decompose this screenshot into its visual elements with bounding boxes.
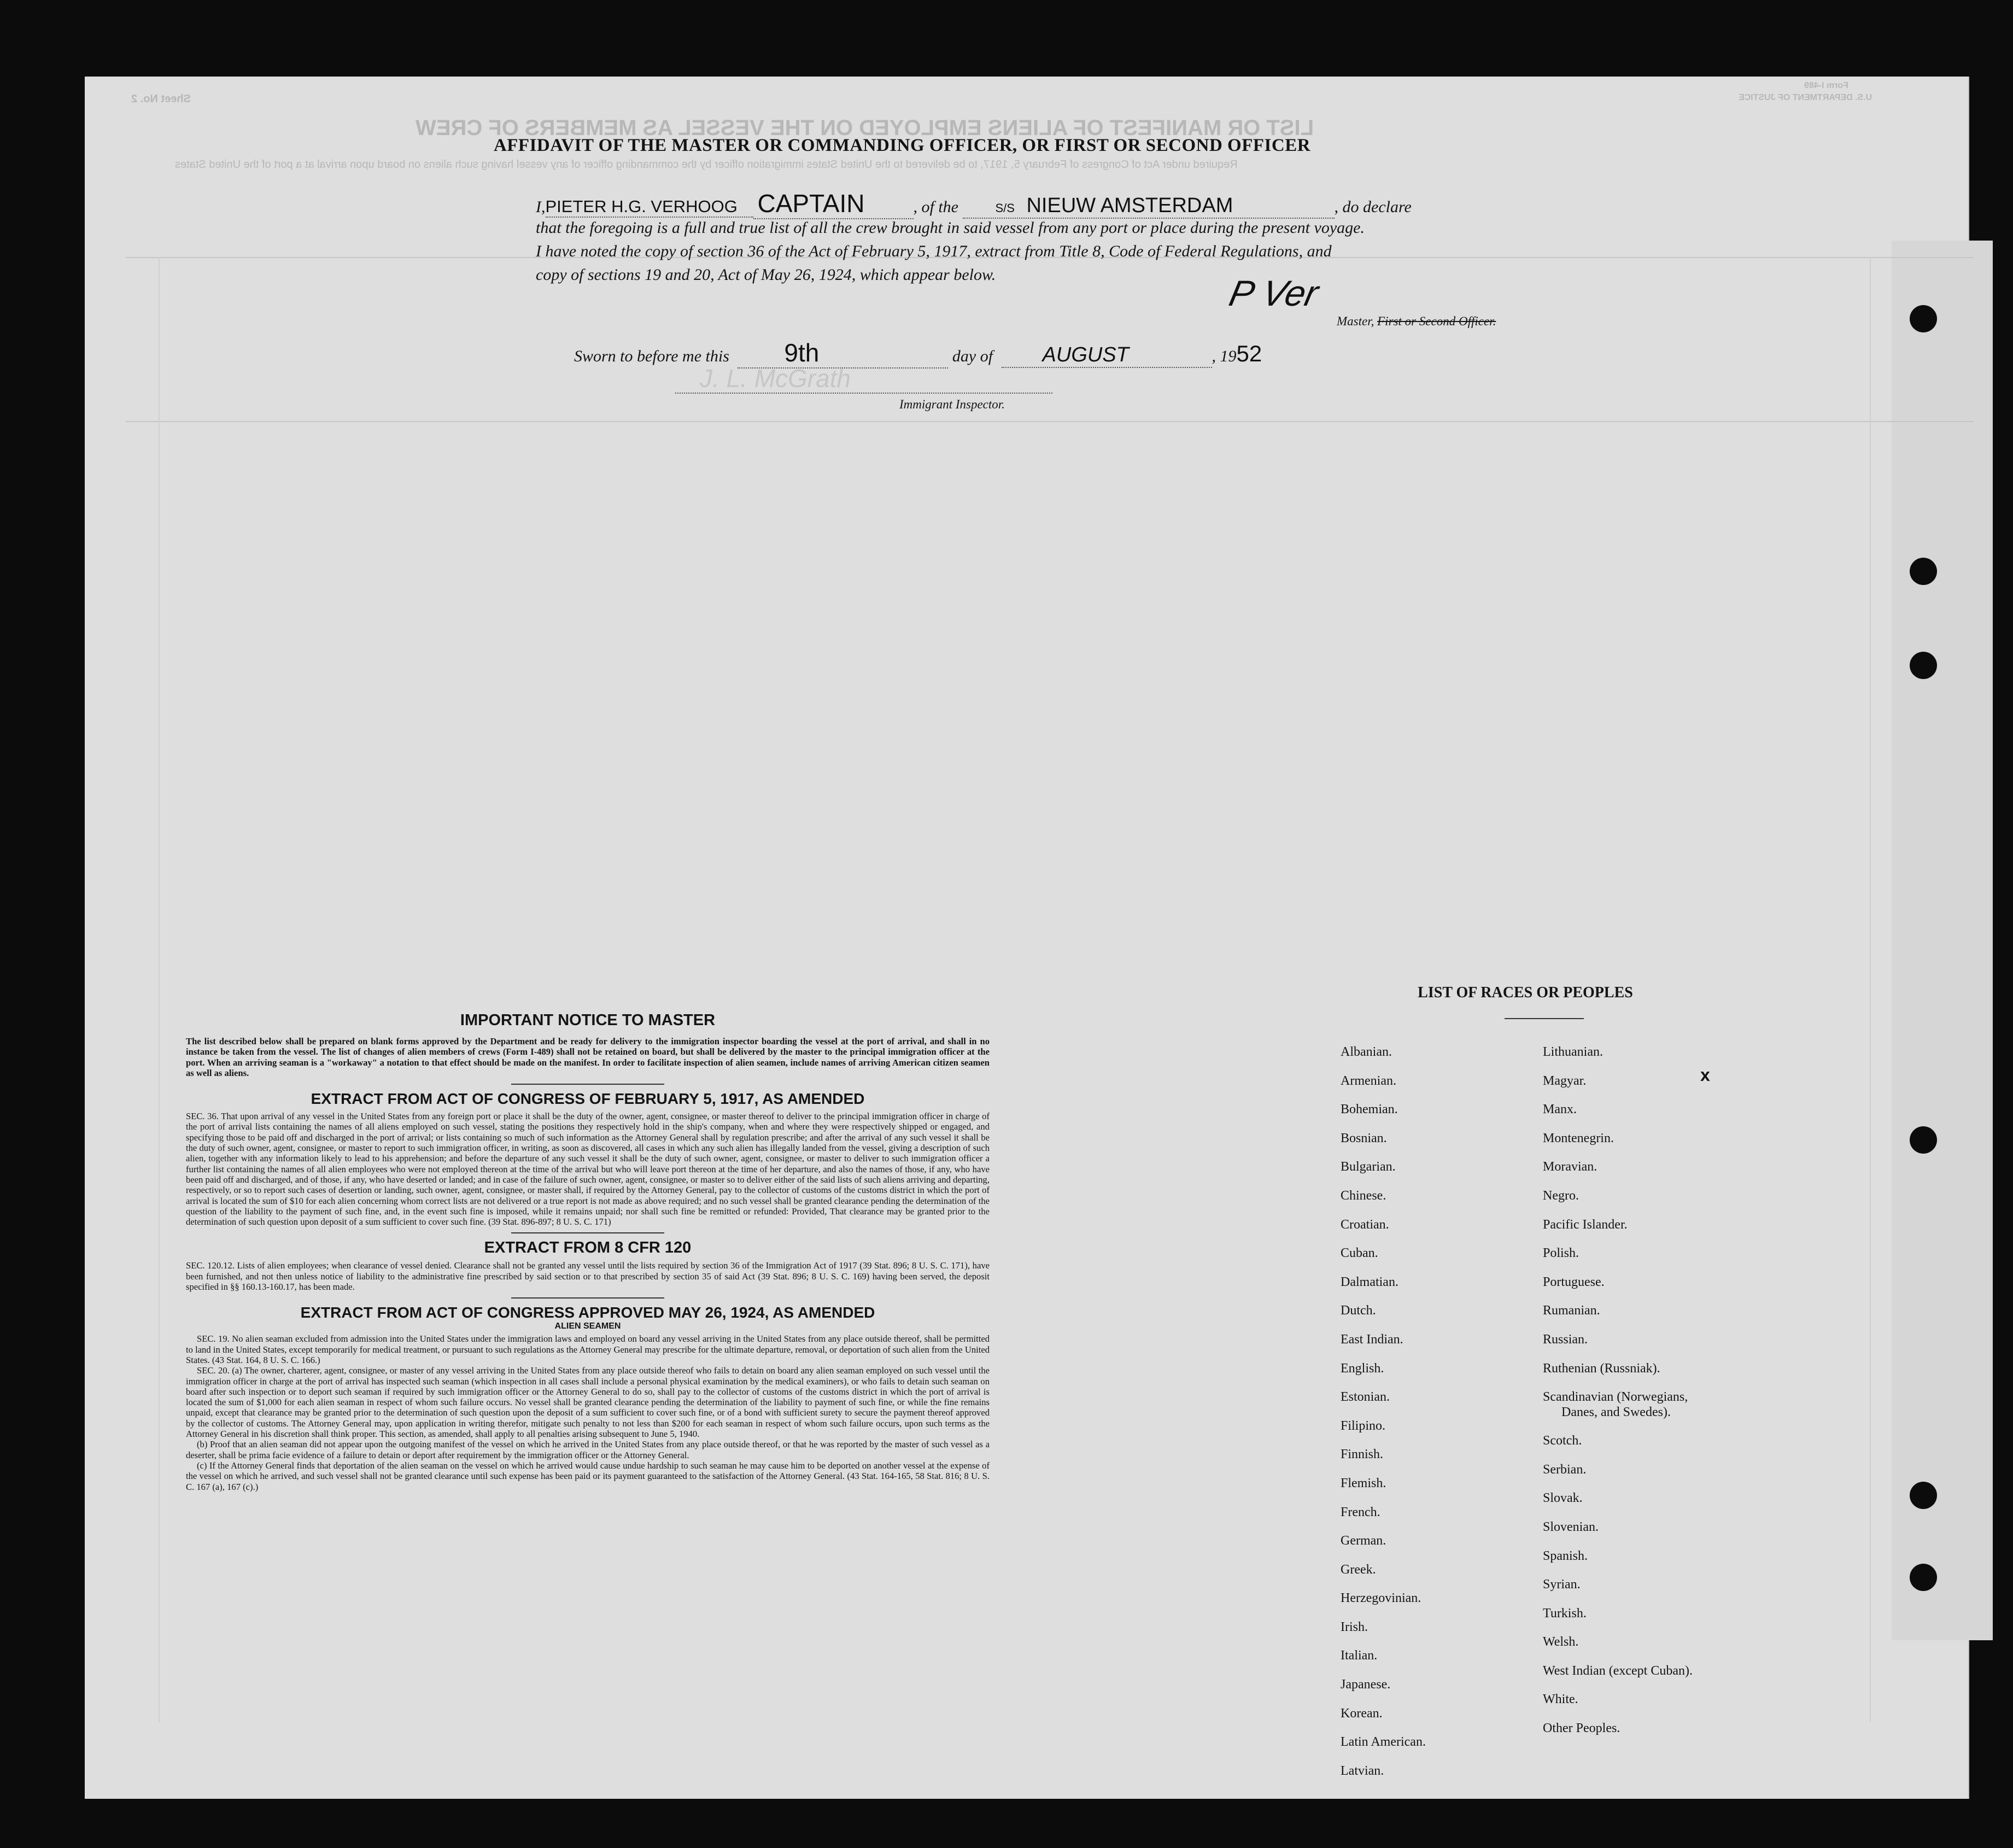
race-item: Polish. — [1543, 1246, 1579, 1261]
race-item: Herzegovinian. — [1341, 1591, 1421, 1606]
ghost-manifest-subtitle: Required under Act of Congress of February 5, 1917, to be delivered to the United States immigration officer by the commanding officer of any vessel having such aliens on board upon arrival at a port of the United States — [175, 159, 1238, 171]
race-item: Syrian. — [1543, 1577, 1581, 1592]
race-item: Danes, and Swedes). — [1561, 1405, 1671, 1420]
race-item: Turkish. — [1543, 1606, 1587, 1621]
affidavit-title: AFFIDAVIT OF THE MASTER OR COMMANDING OFFICER, OR FIRST OR SECOND OFFICER — [493, 136, 1311, 155]
race-item: Flemish. — [1341, 1476, 1386, 1490]
grid-line — [159, 257, 160, 1722]
race-item: Estonian. — [1341, 1390, 1390, 1405]
master-label-line — [1337, 314, 1496, 329]
race-item: Ruthenian (Russniak). — [1543, 1361, 1660, 1376]
vessel-name: NIEUW AMSTERDAM — [1026, 194, 1233, 217]
race-item: Serbian. — [1543, 1462, 1587, 1477]
binder-hole — [1910, 1482, 1937, 1509]
race-item: Greek. — [1341, 1562, 1376, 1577]
race-item: Finnish. — [1341, 1447, 1384, 1462]
race-item: Latvian. — [1341, 1763, 1384, 1778]
race-check-mark: x — [1700, 1065, 1710, 1085]
day-of-label: day of — [952, 347, 993, 365]
notice-block — [186, 1011, 990, 1492]
month-value: AUGUST — [1042, 343, 1129, 366]
extract-cfr-title: EXTRACT FROM 8 CFR 120 — [484, 1239, 692, 1257]
extract-1917-title: EXTRACT FROM ACT OF CONGRESS OF FEBRUARY 5, 1917, AS AMENDED — [311, 1090, 865, 1108]
ghost-form-agency: U.S. DEPARTMENT OF JUSTICE — [1739, 93, 1872, 102]
race-item: Albanian. — [1341, 1045, 1392, 1059]
section-divider — [511, 1297, 664, 1299]
do-declare-label: , do declare — [1334, 198, 1412, 216]
notice-text: The list described below shall be prepared on blank forms approved by the Department and be ready for delivery to the immigration inspector boarding the vessel at the port of arrival, and shall in no instance be taken from the vessel. The list of changes of alien members of crews (Form I-489) shall not be retained on board, but shall be delivered by the master to the principal immigration officer at the port. When an arriving seaman is a "workaway" a notation to that effect should be made on the manifest. In order to facilitate inspection of alien seamen, include names of arriving American citizen seamen as well as aliens. — [186, 1036, 990, 1078]
race-item: Manx. — [1543, 1102, 1577, 1117]
races-left-column — [1341, 1038, 1426, 1785]
race-item: Filipino. — [1341, 1418, 1386, 1433]
race-item: Korean. — [1341, 1706, 1383, 1721]
race-item: Irish. — [1341, 1619, 1368, 1634]
race-item: Croatian. — [1341, 1217, 1389, 1232]
binder-hole — [1910, 652, 1937, 679]
race-item: Chinese. — [1341, 1188, 1386, 1203]
inspector-label: Immigrant Inspector. — [899, 397, 1005, 411]
race-item: Armenian. — [1341, 1073, 1396, 1088]
notice-title: IMPORTANT NOTICE TO MASTER — [460, 1011, 716, 1029]
race-item: Scandinavian (Norwegians, — [1543, 1390, 1688, 1405]
binder-hole — [1910, 558, 1937, 585]
race-item: Japanese. — [1341, 1677, 1391, 1692]
back-page-strip — [1892, 241, 1993, 1640]
binder-hole — [1910, 1564, 1937, 1591]
extract-cfr-text: SEC. 120.12. Lists of alien employees; when clearance of vessel denied. Clearance shall not be granted any vessel until the lists required by section 36 of the Immigration Act of 1917 (39 Stat. 896; 8 U. S. C. 171), have been furnished, and not then unless notice of liability to the administrative fine prescribed by said section or to that prescribed by section 35 of said Act (39 Stat. 896; 8 U. S. C. 169) having been served, the deposit specified in §§ 160.13-160.17, has been made. — [186, 1260, 990, 1293]
race-item: Other Peoples. — [1543, 1721, 1620, 1736]
section-divider — [511, 1084, 664, 1085]
race-item: Rumanian. — [1543, 1303, 1600, 1318]
master-name: PIETER H.G. VERHOOG — [546, 197, 753, 218]
i-label: I, — [536, 198, 546, 216]
vessel-prefix: S/S — [995, 201, 1015, 215]
of-the-label: , of the — [913, 198, 958, 216]
races-title-rule — [1505, 1018, 1584, 1019]
race-item: Cuban. — [1341, 1246, 1378, 1261]
ghost-form-no: Form I-489 — [1804, 81, 1848, 90]
year-prefix: , 19 — [1212, 347, 1237, 365]
month-field — [1002, 343, 1212, 368]
race-item: Portuguese. — [1543, 1274, 1605, 1289]
master-signature: P Ver — [1226, 273, 1323, 313]
master-label: Master, — [1337, 314, 1374, 328]
race-item: Scotch. — [1543, 1434, 1582, 1448]
sec-20c-text: (c) If the Attorney General finds that deportation of the alien seaman on the vessel on which he arrived would cause undue hardship to such seaman he may cause him to be deported on another vessel at the expense of the vessel on which he arrived, and such vessel shall not be granted clearance until such expense has been paid or its payment guaranteed to the satisfaction of the Attorney General. (43 Stat. 164-165, 58 Stat. 816; 8 U. S. C. 167 (a), 167 (c).) — [186, 1460, 990, 1492]
race-item: White. — [1543, 1692, 1578, 1707]
race-item: Pacific Islander. — [1543, 1217, 1628, 1232]
ghost-sheet-no: Sheet No. 2 — [131, 93, 191, 105]
rank: CAPTAIN — [753, 189, 914, 219]
race-item: Negro. — [1543, 1188, 1579, 1203]
sec-19-text: SEC. 19. No alien seaman excluded from admission into the United States under the immigration laws and employed on board any vessel arriving in the United States from any place outside thereof, shall be permitted to land in the United States, except temporarily for medical treatment, or pursuant to such regulations as the Attorney General may prescribe for the ultimate departure, removal, or deportation of such alien from the United States. (43 Stat. 164, 8 U. S. C. 166.) — [186, 1334, 990, 1365]
extract-1917-text: SEC. 36. That upon arrival of any vessel in the United States from any foreign port or place it shall be the duty of the owner, agent, consignee, or master thereof to deliver to the principal immigration officer in charge of the port of arrival lists containing the names of all aliens employed on such vessel, stating the positions they respectively hold in the ship's company, when and where they were respectively shipped or engaged, and specifying those to be paid off and discharged in the port of arrival; or lists containing so much of such information as the Attorney General shall by regulation prescribe; and after the arrival of any such vessel it shall be the duty of such owner, agent, consignee, or master to report to such immigration officer, in writing, as soon as discovered, all cases in which any such alien has illegally landed from the vessel, giving a description of such alien, together with any information likely to lead to his apprehension; and before the departure of any such vessel it shall be the duty of such owner, agent, consignee, or master to deliver to such immigration officer a further list containing the names of all alien employees who were not employed thereon at the time of the arrival but who will leave port thereon at the time of her departure, and also the names of those, if any, who have been paid off and discharged, and of those, if any, who have deserted or landed; and in case of the failure of such owner, agent, consignee, or master so to deliver either of the said lists of such aliens arriving and departing, respectively, or so to report such cases of desertion or landing, such owner, agent, consignee, or master shall, if required by the Attorney General, pay to the collector of customs of the customs district in which the port of arrival is located the sum of $10 for each alien concerning whom correct lists are not delivered or a true report is not made as above required; and no such vessel shall be granted clearance pending the determination of the question of the liability to the payment of such fine, and, in the event such fine is imposed, while it remains unpaid; nor shall such fine be remitted or refunded: Provided, That clearance may be granted prior to the determination of such question upon deposit of a sum sufficient to cover such fine. (39 Stat. 896-897; 8 U. S. C. 171) — [186, 1111, 990, 1227]
binder-hole — [1910, 1126, 1937, 1154]
sec-20b-text: (b) Proof that an alien seaman did not appear upon the outgoing manifest of the vessel on which he arrived in the United States from any place outside thereof, or that he was reported by the master of such vessel as a deserter, shall be prima facie evidence of a failure to detain or deport after requirement by the immigration officer or the Attorney General. — [186, 1439, 990, 1460]
race-item: Montenegrin. — [1543, 1131, 1614, 1145]
sec-20a-text: SEC. 20. (a) The owner, charterer, agent, consignee, or master of any vessel arriving in the United States from any place outside thereof who fails to detain on board any alien seaman employed on such vessel until the immigration officer in charge at the port of arrival has inspected such seaman (which inspection in all cases shall include a personal physical examination by the medical examiners), or who fails to detain such seaman on board after such inspection or to deport such seaman if required by such immigration officer or the Attorney General to do so, shall pay to the collector of customs of the customs district in which the port of arrival is located the sum of $1,000 for each alien seaman in respect of whom such failure occurs. No vessel shall be granted clearance pending the determination of the liability to payment of such fine, or while the fine remains unpaid, except that clearance may be granted prior to the determination of such question upon the deposit of a sum sufficient to cover such fine, or of a bond with sufficient surety to secure the payment thereof approved by the collector of customs. The Attorney General may, upon application in writing therefor, mitigate such penalty to not less than $200 for each seaman in respect of whom such failure occurs, upon such terms as the Attorney General in his discretion shall think proper. This section, as amended, shall apply to all penalties arising subsequent to June 5, 1940. — [186, 1365, 990, 1440]
race-item: Slovenian. — [1543, 1519, 1599, 1534]
race-item: Welsh. — [1543, 1635, 1579, 1650]
extract-1924-title: EXTRACT FROM ACT OF CONGRESS APPROVED MAY 26, 1924, AS AMENDED — [300, 1304, 875, 1321]
race-item: East Indian. — [1341, 1332, 1403, 1347]
declaration-line-4: copy of sections 19 and 20, Act of May 26, 1924, which appear below. — [536, 266, 996, 284]
day-value: 9th — [784, 338, 820, 367]
declaration-line-1 — [536, 189, 1412, 219]
race-item: Bosnian. — [1341, 1131, 1387, 1145]
race-item: Spanish. — [1543, 1548, 1588, 1563]
race-item: Russian. — [1543, 1332, 1588, 1347]
race-item: Italian. — [1341, 1648, 1378, 1663]
section-divider — [511, 1232, 664, 1233]
vessel-field — [963, 194, 1335, 219]
race-item: Moravian. — [1543, 1160, 1597, 1174]
sworn-label: Sworn to before me this — [574, 347, 729, 365]
race-item: Latin American. — [1341, 1735, 1426, 1750]
race-item: French. — [1341, 1505, 1380, 1519]
inspector-signature: J. L. McGrath — [700, 364, 851, 393]
ghost-manifest-title: LIST OR MANIFEST OF ALIENS EMPLOYED ON THE VESSEL AS MEMBERS OF CREW — [416, 116, 1314, 140]
grid-line — [1870, 257, 1871, 1722]
inspector-signature-line — [675, 393, 1052, 394]
race-item: Magyar. — [1543, 1073, 1587, 1088]
declaration-line-3: I have noted the copy of section 36 of the Act of February 5, 1917, extract from Title 8, Code of Federal Regulations, and — [536, 242, 1332, 260]
races-right-column — [1543, 1038, 1693, 1743]
race-item: Slovak. — [1543, 1491, 1583, 1506]
declaration-line-2: that the foregoing is a full and true list of all the crew brought in said vessel from any port or place during the present voyage. — [536, 219, 1365, 237]
sworn-line — [574, 338, 1262, 369]
extract-1924-subtitle: ALIEN SEAMEN — [554, 1321, 621, 1331]
binder-hole — [1910, 305, 1937, 332]
struck-officer-label: First or Second Officer. — [1377, 314, 1496, 328]
year-value: 52 — [1236, 341, 1262, 366]
race-item: Lithuanian. — [1543, 1045, 1603, 1059]
race-item: Dutch. — [1341, 1303, 1376, 1318]
races-title: LIST OF RACES OR PEOPLES — [1418, 984, 1633, 1001]
grid-line — [126, 421, 1974, 422]
race-item: English. — [1341, 1361, 1384, 1376]
race-item: German. — [1341, 1534, 1386, 1548]
race-item: West Indian (except Cuban). — [1543, 1663, 1693, 1678]
race-item: Bulgarian. — [1341, 1160, 1396, 1174]
race-item: Bohemian. — [1341, 1102, 1398, 1117]
race-item: Dalmatian. — [1341, 1274, 1398, 1289]
